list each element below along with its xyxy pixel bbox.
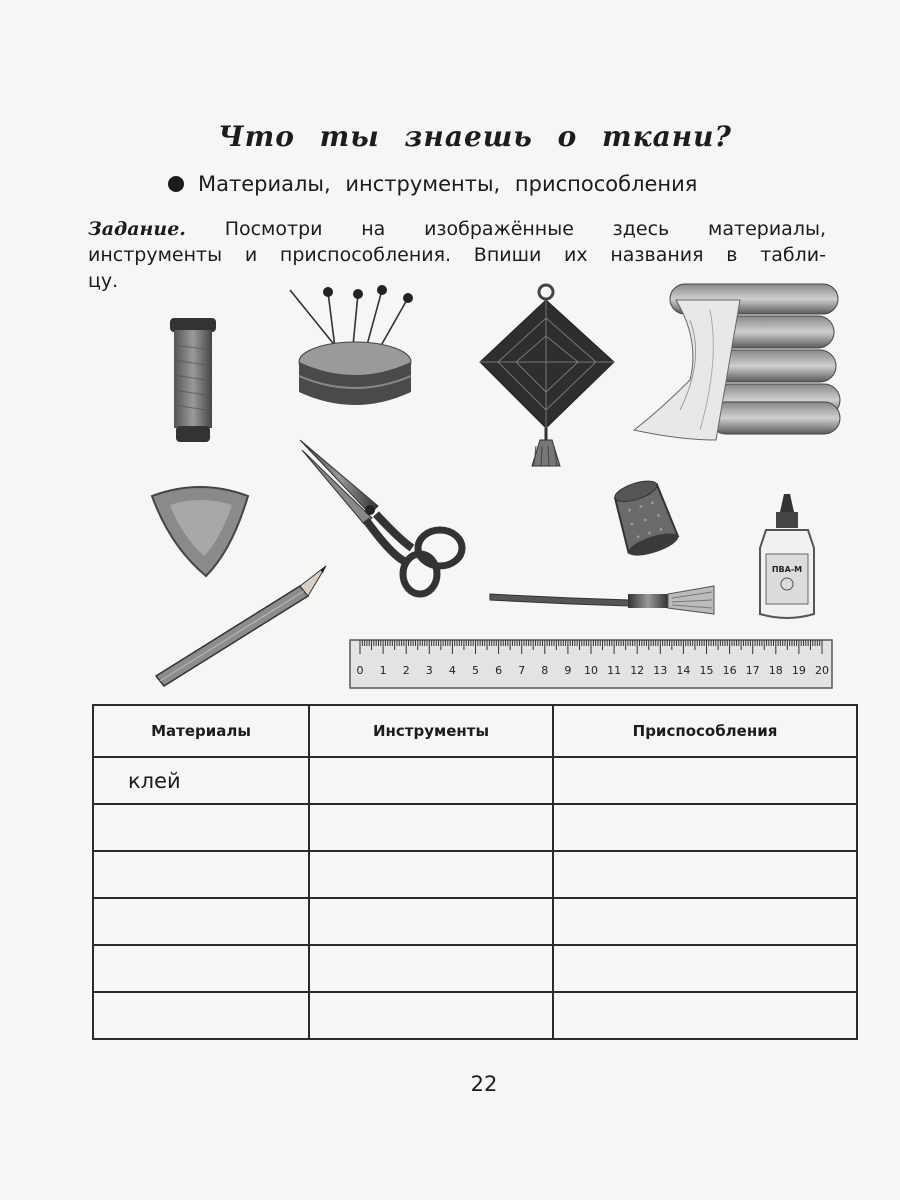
table-cell[interactable] [93,992,309,1039]
table-row [93,945,857,992]
ruler-number: 5 [472,664,479,677]
needle-holder-icon [480,285,614,466]
page-number: 22 [470,1072,498,1096]
ruler-number: 11 [607,664,622,677]
table-cell[interactable] [309,992,553,1039]
task-text-1: Посмотри на изображённые здесь материалы, [224,218,826,240]
ruler-number: 18 [768,664,783,677]
subtitle-text: Материалы, инструменты, приспособления [198,172,698,196]
glue-label: ПВА-М [771,565,803,574]
table-cell[interactable] [93,898,309,945]
fabric-rolls-icon [634,284,840,440]
ruler-number: 6 [495,664,503,677]
header-materials: Материалы [93,705,309,757]
tailor-chalk-icon [152,487,248,576]
table-row [93,992,857,1039]
table-header-row [93,705,857,757]
thimble-icon [609,476,681,561]
ruler-icon [350,640,832,688]
table-cell[interactable] [309,851,553,898]
table-cell[interactable] [553,757,857,804]
ruler-number: 19 [791,664,806,677]
ruler-number: 4 [448,664,456,677]
table-cell[interactable] [309,898,553,945]
table-cell[interactable] [553,992,857,1039]
table-cell[interactable] [553,945,857,992]
scissors-icon [300,440,462,594]
table-cell[interactable] [93,804,309,851]
ruler-number: 1 [379,664,387,677]
table-cell[interactable] [309,757,553,804]
ruler-number: 15 [699,664,714,677]
table-row [93,851,857,898]
header-instruments: Инструменты [309,705,553,757]
ruler-number: 14 [676,664,691,677]
ruler-number: 3 [425,664,433,677]
ruler-number: 0 [356,664,364,677]
table-cell[interactable] [309,945,553,992]
glue-bottle-icon [760,494,814,618]
ruler-number: 7 [518,664,526,677]
ruler-number: 16 [722,664,737,677]
brush-icon [490,586,714,614]
table-cell[interactable] [553,851,857,898]
answers-table [92,704,858,1040]
pencil-icon [156,566,326,686]
task-line-3: цу. [88,270,119,292]
pin-cushion-icon [290,285,413,405]
ruler-number: 17 [745,664,760,677]
table-cell[interactable] [553,804,857,851]
ruler-number: 13 [653,664,668,677]
table-row [93,757,857,804]
page-title: Что ты знаешь о ткани? [218,120,732,153]
ruler-number: 10 [584,664,598,677]
ruler-number: 9 [564,664,572,677]
task-label: Задание. [88,218,186,240]
ruler-number: 12 [630,664,645,677]
table-cell[interactable] [553,898,857,945]
table-cell[interactable] [309,804,553,851]
ruler-number: 2 [402,664,410,677]
table-row [93,898,857,945]
ruler-number: 8 [541,664,549,677]
table-cell[interactable]: клей [93,757,309,804]
ruler-number: 20 [815,664,829,677]
table-cell[interactable] [93,851,309,898]
task-line-2: инструменты и приспособления. Впиши их названия в табли- [88,244,826,266]
thread-spool-icon [170,318,216,442]
table-cell[interactable] [93,945,309,992]
header-fixtures: Приспособления [553,705,857,757]
table-row [93,804,857,851]
